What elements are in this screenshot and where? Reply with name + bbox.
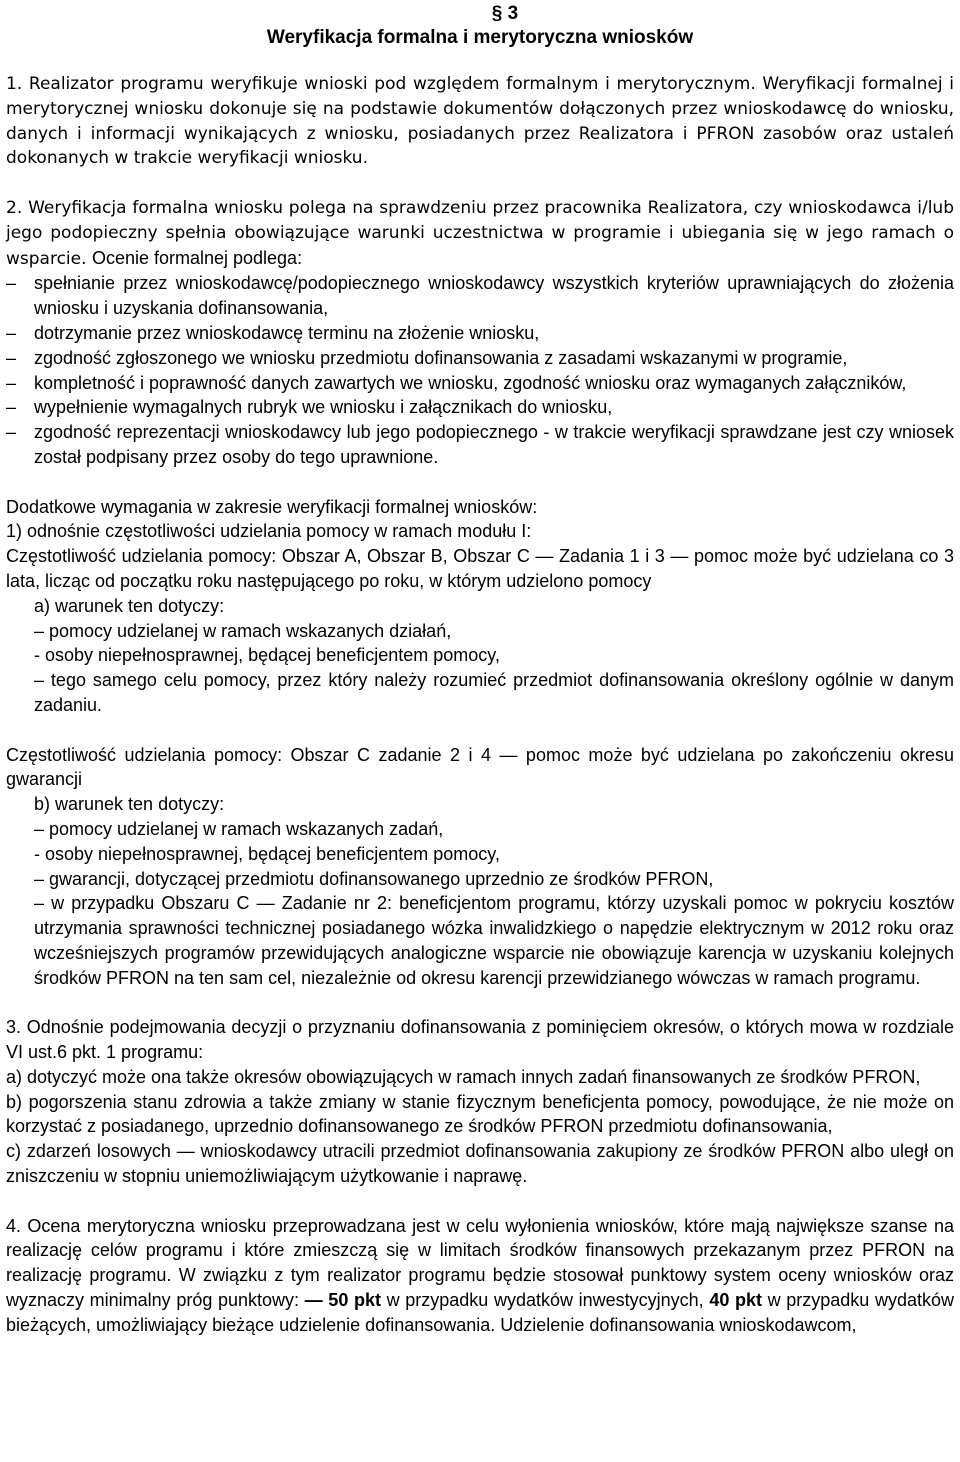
section-header (6, 2, 954, 50)
condition-b: b) warunek ten dotyczy: (34, 794, 225, 815)
list-item: – zgodność zgłoszonego we wniosku przedmiotu dofinansowania z zasadami wskazanymi w programie, (6, 346, 954, 371)
paragraph-4-part3: w przypadku wydatków bieżących, umożliwiający bieżące udzielenie dofinansowania. Udzielenie dofinansowania wnioskodawcom, (6, 1290, 954, 1335)
additional-subheading: 1) odnośnie częstotliwości udzielania pomocy w ramach modułu I: (6, 521, 532, 542)
threshold-current: 40 pkt (709, 1290, 762, 1311)
list-item: – spełnianie przez wnioskodawcę/podopiecznego wnioskodawcy wszystkich kryteriów uprawniających do złożenia wniosku i uzyskania dofinansowania, (6, 271, 954, 321)
list-item: – zgodność reprezentacji wnioskodawcy lub jego podopiecznego - w trakcie weryfikacji sprawdzane jest czy wniosek został podpisany przez osoby do tego uprawnione. (6, 420, 954, 470)
paragraph-1: 1. Realizator programu weryfikuje wnioski pod względem formalnym i merytorycznym. Weryfikacji formalnej i merytorycznej wniosku dokonuje się na podstawie dokumentów dołączonych przez wnioskodawcę do wniosku, danych i informacji wynikających z wniosku, posiadanych przez Realizatora i PFRON zasobów oraz ustaleń dokonanych w trakcie weryfikacji wniosku. (6, 74, 954, 169)
paragraph-2-intro: 2. Weryfikacja formalna wniosku polega na sprawdzeniu przez pracownika Realizatora, czy wnioskodawca i/lub jego podopieczny spełnia obowiązujące warunki uczestnictwa w programie i ubiegania się w jego ramach o wsparcie. (6, 197, 954, 269)
document-page (0, 2, 960, 1462)
section-number: § 3 (491, 3, 519, 24)
paragraph-2 (6, 196, 954, 271)
additional-heading: Dodatkowe wymagania w zakresie weryfikacji formalnej wniosków: (6, 496, 538, 517)
formal-criteria-list (6, 271, 954, 469)
list-item: – kompletność i poprawność danych zawartych we wniosku, zgodność wniosku oraz wymaganych załączników, (6, 371, 954, 396)
frequency-1: Częstotliwość udzielania pomocy: Obszar A, Obszar B, Obszar C — Zadania 1 i 3 — pomoc może być udzielana co 3 lata, licząc od początku roku następującego po roku, w którym udzielono pomocy (6, 546, 954, 591)
additional-requirements (6, 495, 954, 991)
paragraph-3-intro: 3. Odnośnie podejmowania decyzji o przyznaniu dofinansowania z pominięciem okresów, o których mowa w rozdziale VI ust.6 pkt. 1 programu: (6, 1017, 954, 1063)
threshold-investment: — 50 pkt (304, 1290, 381, 1311)
condition-a-item: – tego samego celu pomocy, przez który należy rozumieć przedmiot dofinansowania określony ogólnie w danym zadaniu. (34, 670, 954, 715)
paragraph-4 (6, 1214, 954, 1338)
condition-b-item: - osoby niepełnosprawnej, będącej beneficjentem pomocy, (34, 843, 500, 864)
condition-a: a) warunek ten dotyczy: (34, 595, 225, 616)
condition-b-item: – gwarancji, dotyczącej przedmiotu dofinansowanego uprzednio ze środków PFRON, (34, 868, 714, 889)
condition-a-item: – pomocy udzielanej w ramach wskazanych działań, (34, 620, 452, 641)
paragraph-3-a: a) dotyczyć może ona także okresów obowiązujących w ramach innych zadań finansowanych ze środków PFRON, (6, 1066, 921, 1087)
condition-a-item: - osoby niepełnosprawnej, będącej beneficjentem pomocy, (34, 645, 500, 666)
paragraph-3-c: c) zdarzeń losowych — wnioskodawcy utracili przedmiot dofinansowania zakupiony ze środków PFRON albo uległ on zniszczeniu w stopniu uniemożliwiającym użytkowanie i naprawę. (6, 1141, 954, 1187)
paragraph-3-b: b) pogorszenia stanu zdrowia a także zmiany w stanie fizycznym beneficjenta pomocy, powodujące, że nie może on korzystać z posiadanego, uprzednio dofinansowanego ze środków PFRON przedmiotu dofinansowania, (6, 1091, 954, 1137)
paragraph-4-part2: w przypadku wydatków inwestycyjnych, (380, 1290, 710, 1311)
section-title: Weryfikacja formalna i merytoryczna wniosków (266, 27, 694, 48)
list-item: – wypełnienie wymagalnych rubryk we wniosku i załącznikach do wniosku, (6, 395, 954, 420)
condition-b-item: – w przypadku Obszaru C — Zadanie nr 2: beneficjentom programu, którzy uzyskali pomoc w pokryciu kosztów utrzymania sprawności technicznej posiadanego wózka inwalidzkiego o napędzie elektrycznym w 2012 roku oraz wcześniejszych programów przewidujących analogiczne wsparcie nie obowiązuje karencja w uzyskaniu kolejnych środków PFRON na ten sam cel, niezależnie od okresu karencji przewidzianego wówczas w ramach programu. (34, 893, 954, 988)
condition-b-item: – pomocy udzielanej w ramach wskazanych zadań, (34, 818, 444, 839)
frequency-2: Częstotliwość udzielania pomocy: Obszar C zadanie 2 i 4 — pomoc może być udzielana po zakończeniu okresu gwarancji (6, 744, 954, 790)
paragraph-4-part1: 4. Ocena merytoryczna wniosku przeprowadzana jest w celu wyłonienia wniosków, które mają największe szanse na realizację celów programu i które zmieszczą się w limitach środków finansowych przekazanym przez PFRON na realizację programu. W związku z tym realizator programu będzie stosował punktowy system oceny wniosków oraz wyznaczy minimalny próg punktowy: (6, 1215, 954, 1311)
paragraph-3 (6, 1015, 954, 1189)
list-item: – dotrzymanie przez wnioskodawcę terminu na złożenie wniosku, (6, 321, 954, 346)
paragraph-2-tail: Ocenie formalnej podlega: (91, 247, 303, 268)
